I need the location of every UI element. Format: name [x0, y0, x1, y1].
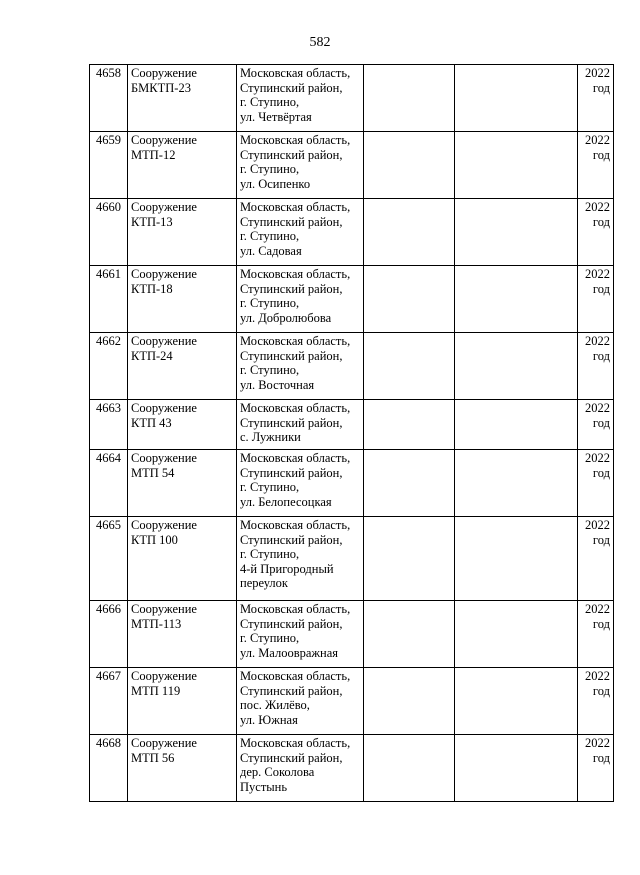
table-row — [90, 450, 614, 517]
address-line: с. Лужники — [240, 430, 301, 445]
year-line: год — [592, 214, 610, 229]
address-line: ул. Восточная — [240, 377, 315, 392]
address-cell — [237, 400, 364, 450]
address-line: Ступинский район, — [240, 616, 343, 631]
row-number: 4668 — [96, 736, 121, 750]
year-cell — [578, 65, 614, 132]
address-line: пос. Жилёво, — [240, 698, 310, 713]
object-name-line: Сооружение — [131, 133, 197, 147]
row-number-cell — [90, 735, 128, 802]
address-line: Московская область, — [240, 200, 351, 214]
address-line: 4-й Пригородный — [240, 561, 334, 576]
address-cell — [237, 65, 364, 132]
object-name-line: МТП-12 — [131, 147, 176, 162]
address-line: г. Ступино, — [240, 296, 300, 311]
object-name-cell — [128, 668, 237, 735]
row-number: 4667 — [96, 669, 121, 683]
year-cell — [578, 601, 614, 668]
address-line: Пустынь — [240, 779, 288, 794]
object-name-line: КТП-13 — [131, 214, 173, 229]
year-cell — [578, 266, 614, 333]
empty-cell — [455, 735, 578, 802]
row-number-cell — [90, 199, 128, 266]
year-line: 2022 — [585, 66, 610, 80]
year-line: 2022 — [585, 518, 610, 532]
year-line: год — [592, 683, 610, 698]
row-number: 4659 — [96, 133, 121, 147]
table-row — [90, 132, 614, 199]
year-line: год — [592, 532, 610, 547]
year-line: 2022 — [585, 133, 610, 147]
table-row — [90, 601, 614, 668]
empty-cell — [364, 517, 455, 601]
table-row — [90, 266, 614, 333]
empty-cell — [455, 199, 578, 266]
address-line: г. Ступино, — [240, 95, 300, 110]
address-line: ул. Южная — [240, 712, 298, 727]
empty-cell — [455, 333, 578, 400]
object-name-line: КТП-24 — [131, 348, 173, 363]
address-line: Московская область, — [240, 401, 351, 415]
address-line: ул. Малоовражная — [240, 645, 339, 660]
object-name-line: БМКТП-23 — [131, 80, 191, 95]
empty-cell — [455, 400, 578, 450]
empty-cell — [455, 668, 578, 735]
empty-cell — [364, 668, 455, 735]
address-cell — [237, 132, 364, 199]
year-cell — [578, 333, 614, 400]
empty-cell — [364, 65, 455, 132]
address-line: Московская область, — [240, 518, 351, 532]
year-line: 2022 — [585, 200, 610, 214]
year-line: год — [592, 750, 610, 765]
year-line: 2022 — [585, 401, 610, 415]
address-line: г. Ступино, — [240, 229, 300, 244]
address-line: Ступинский район, — [240, 214, 343, 229]
row-number-cell — [90, 668, 128, 735]
empty-cell — [364, 450, 455, 517]
object-name-cell — [128, 400, 237, 450]
address-line: Московская область, — [240, 334, 351, 348]
object-name-line: Сооружение — [131, 334, 197, 348]
table-row — [90, 400, 614, 450]
row-number-cell — [90, 517, 128, 601]
object-name-cell — [128, 450, 237, 517]
empty-cell — [455, 132, 578, 199]
empty-cell — [364, 266, 455, 333]
address-line: Ступинский район, — [240, 532, 343, 547]
address-line: Московская область, — [240, 267, 351, 281]
object-name-line: Сооружение — [131, 401, 197, 415]
address-line: Ступинский район, — [240, 80, 343, 95]
object-name-line: Сооружение — [131, 66, 197, 80]
year-line: 2022 — [585, 334, 610, 348]
year-cell — [578, 132, 614, 199]
registry-table — [89, 64, 614, 802]
address-line: Ступинский район, — [240, 281, 343, 296]
table-row — [90, 65, 614, 132]
address-line: г. Ступино, — [240, 363, 300, 378]
row-number: 4662 — [96, 334, 121, 348]
object-name-line: МТП-113 — [131, 616, 182, 631]
row-number: 4663 — [96, 401, 121, 415]
address-line: ул. Осипенко — [240, 176, 311, 191]
empty-cell — [364, 132, 455, 199]
address-line: Московская область, — [240, 602, 351, 616]
year-line: год — [592, 281, 610, 296]
address-line: ул. Четвёртая — [240, 109, 312, 124]
empty-cell — [455, 601, 578, 668]
table-row — [90, 199, 614, 266]
object-name-line: МТП 119 — [131, 683, 181, 698]
address-line: Ступинский район, — [240, 750, 343, 765]
row-number-cell — [90, 450, 128, 517]
address-line: дер. Соколова — [240, 765, 315, 780]
row-number-cell — [90, 65, 128, 132]
address-cell — [237, 517, 364, 601]
address-line: Ступинский район, — [240, 465, 343, 480]
address-cell — [237, 735, 364, 802]
address-line: Московская область, — [240, 451, 351, 465]
empty-cell — [364, 735, 455, 802]
registry-table-body — [90, 65, 614, 802]
address-line: Московская область, — [240, 133, 351, 147]
object-name-cell — [128, 132, 237, 199]
address-cell — [237, 333, 364, 400]
year-line: 2022 — [585, 669, 610, 683]
empty-cell — [455, 450, 578, 517]
row-number: 4665 — [96, 518, 121, 532]
object-name-cell — [128, 65, 237, 132]
object-name-cell — [128, 199, 237, 266]
page-number: 582 — [309, 35, 331, 50]
address-line: Ступинский район, — [240, 683, 343, 698]
object-name-line: Сооружение — [131, 602, 197, 616]
address-line: ул. Белопесоцкая — [240, 494, 332, 509]
address-line: Ступинский район, — [240, 147, 343, 162]
address-line: г. Ступино, — [240, 547, 300, 562]
table-row — [90, 735, 614, 802]
address-cell — [237, 450, 364, 517]
address-line: ул. Садовая — [240, 243, 302, 258]
year-line: год — [592, 348, 610, 363]
address-line: Ступинский район, — [240, 415, 343, 430]
address-line: Московская область, — [240, 66, 351, 80]
object-name-cell — [128, 735, 237, 802]
year-line: 2022 — [585, 267, 610, 281]
object-name-line: МТП 56 — [131, 750, 175, 765]
year-line: 2022 — [585, 451, 610, 465]
object-name-line: Сооружение — [131, 736, 197, 750]
empty-cell — [364, 333, 455, 400]
address-line: г. Ступино, — [240, 631, 300, 646]
row-number-cell — [90, 266, 128, 333]
address-cell — [237, 266, 364, 333]
row-number: 4658 — [96, 66, 121, 80]
row-number: 4666 — [96, 602, 121, 616]
year-line: год — [592, 415, 610, 430]
address-line: ул. Добролюбова — [240, 310, 332, 325]
row-number-cell — [90, 601, 128, 668]
year-line: год — [592, 465, 610, 480]
address-line: г. Ступино, — [240, 162, 300, 177]
year-cell — [578, 668, 614, 735]
row-number-cell — [90, 132, 128, 199]
object-name-line: Сооружение — [131, 451, 197, 465]
table-row — [90, 333, 614, 400]
empty-cell — [364, 400, 455, 450]
year-line: год — [592, 80, 610, 95]
object-name-line: КТП-18 — [131, 281, 173, 296]
object-name-cell — [128, 601, 237, 668]
row-number: 4660 — [96, 200, 121, 214]
year-line: год — [592, 147, 610, 162]
object-name-line: МТП 54 — [131, 465, 175, 480]
year-line: год — [592, 616, 610, 631]
row-number: 4661 — [96, 267, 121, 281]
address-line: Московская область, — [240, 736, 351, 750]
year-line: 2022 — [585, 602, 610, 616]
object-name-cell — [128, 517, 237, 601]
address-cell — [237, 668, 364, 735]
year-cell — [578, 400, 614, 450]
year-cell — [578, 450, 614, 517]
row-number: 4664 — [96, 451, 121, 465]
object-name-line: КТП 43 — [131, 415, 172, 430]
object-name-line: КТП 100 — [131, 532, 178, 547]
empty-cell — [364, 601, 455, 668]
year-cell — [578, 735, 614, 802]
year-cell — [578, 199, 614, 266]
object-name-line: Сооружение — [131, 200, 197, 214]
address-line: Ступинский район, — [240, 348, 343, 363]
table-row — [90, 517, 614, 601]
year-line: 2022 — [585, 736, 610, 750]
object-name-cell — [128, 333, 237, 400]
address-line: г. Ступино, — [240, 480, 300, 495]
object-name-line: Сооружение — [131, 267, 197, 281]
empty-cell — [455, 65, 578, 132]
address-line: переулок — [240, 576, 288, 591]
address-line: Московская область, — [240, 669, 351, 683]
object-name-cell — [128, 266, 237, 333]
empty-cell — [455, 517, 578, 601]
address-cell — [237, 601, 364, 668]
address-cell — [237, 199, 364, 266]
row-number-cell — [90, 400, 128, 450]
object-name-line: Сооружение — [131, 518, 197, 532]
empty-cell — [455, 266, 578, 333]
empty-cell — [364, 199, 455, 266]
row-number-cell — [90, 333, 128, 400]
year-cell — [578, 517, 614, 601]
table-row — [90, 668, 614, 735]
object-name-line: Сооружение — [131, 669, 197, 683]
